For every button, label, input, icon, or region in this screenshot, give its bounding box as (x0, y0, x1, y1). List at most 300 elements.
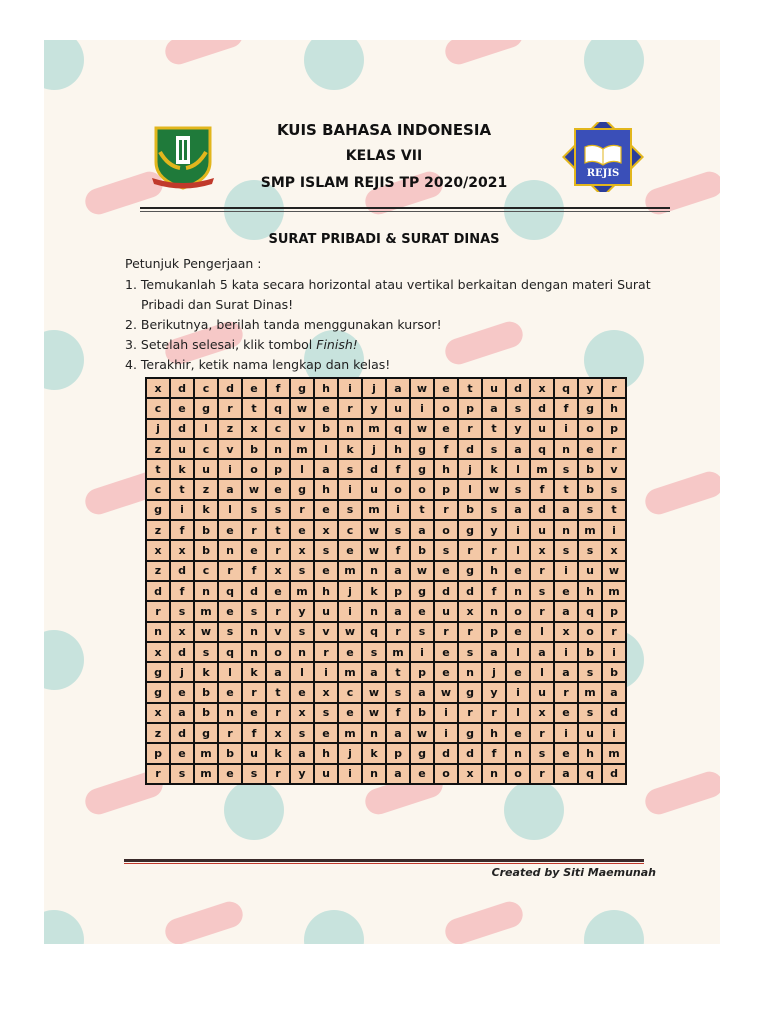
grid-cell[interactable]: f (386, 703, 410, 723)
grid-cell[interactable]: x (458, 601, 482, 621)
grid-cell[interactable]: k (362, 581, 386, 601)
grid-cell[interactable]: r (266, 764, 290, 784)
grid-cell[interactable]: x (290, 540, 314, 560)
grid-cell[interactable]: s (578, 500, 602, 520)
grid-cell[interactable]: r (602, 378, 626, 398)
grid-cell[interactable]: r (266, 601, 290, 621)
grid-cell[interactable]: o (266, 642, 290, 662)
grid-cell[interactable]: r (482, 703, 506, 723)
grid-cell[interactable]: s (362, 642, 386, 662)
grid-cell[interactable]: e (314, 561, 338, 581)
grid-cell[interactable]: m (290, 581, 314, 601)
grid-cell[interactable]: q (218, 581, 242, 601)
grid-cell[interactable]: a (506, 439, 530, 459)
grid-cell[interactable]: k (338, 439, 362, 459)
grid-cell[interactable]: n (506, 581, 530, 601)
grid-cell[interactable]: r (290, 500, 314, 520)
grid-cell[interactable]: l (506, 642, 530, 662)
grid-cell[interactable]: e (506, 662, 530, 682)
grid-cell[interactable]: e (314, 723, 338, 743)
grid-cell[interactable]: s (602, 479, 626, 499)
grid-cell[interactable]: g (578, 398, 602, 418)
grid-cell[interactable]: e (506, 723, 530, 743)
grid-cell[interactable]: d (602, 703, 626, 723)
grid-cell[interactable]: q (554, 378, 578, 398)
grid-cell[interactable]: c (146, 398, 170, 418)
grid-cell[interactable]: i (170, 500, 194, 520)
grid-cell[interactable]: a (386, 601, 410, 621)
grid-cell[interactable]: j (338, 743, 362, 763)
grid-cell[interactable]: x (554, 622, 578, 642)
grid-cell[interactable]: y (290, 764, 314, 784)
grid-cell[interactable]: s (314, 703, 338, 723)
grid-cell[interactable]: u (314, 601, 338, 621)
grid-cell[interactable]: u (242, 743, 266, 763)
grid-cell[interactable]: u (434, 601, 458, 621)
grid-cell[interactable]: t (602, 500, 626, 520)
grid-cell[interactable]: w (434, 682, 458, 702)
grid-cell[interactable]: x (242, 419, 266, 439)
grid-cell[interactable]: e (218, 520, 242, 540)
grid-cell[interactable]: s (290, 723, 314, 743)
grid-cell[interactable]: e (578, 439, 602, 459)
grid-cell[interactable]: w (410, 561, 434, 581)
grid-cell[interactable]: a (554, 500, 578, 520)
grid-cell[interactable]: l (506, 459, 530, 479)
grid-cell[interactable]: b (410, 540, 434, 560)
grid-cell[interactable]: q (266, 398, 290, 418)
grid-cell[interactable]: i (410, 398, 434, 418)
grid-cell[interactable]: h (482, 561, 506, 581)
grid-cell[interactable]: i (554, 561, 578, 581)
grid-cell[interactable]: b (242, 439, 266, 459)
grid-cell[interactable]: a (482, 642, 506, 662)
grid-cell[interactable]: i (338, 378, 362, 398)
grid-cell[interactable]: u (314, 764, 338, 784)
grid-cell[interactable]: s (242, 764, 266, 784)
grid-cell[interactable]: u (386, 398, 410, 418)
grid-cell[interactable]: x (170, 622, 194, 642)
grid-cell[interactable]: w (410, 378, 434, 398)
grid-cell[interactable]: i (218, 459, 242, 479)
grid-cell[interactable]: u (482, 378, 506, 398)
grid-cell[interactable]: p (266, 459, 290, 479)
grid-cell[interactable]: m (362, 419, 386, 439)
grid-cell[interactable]: e (170, 743, 194, 763)
grid-cell[interactable]: f (482, 743, 506, 763)
grid-cell[interactable]: r (266, 703, 290, 723)
grid-cell[interactable]: g (290, 378, 314, 398)
grid-cell[interactable]: a (410, 520, 434, 540)
grid-cell[interactable]: o (410, 479, 434, 499)
grid-cell[interactable]: i (602, 723, 626, 743)
grid-cell[interactable]: z (194, 479, 218, 499)
grid-cell[interactable]: i (338, 764, 362, 784)
grid-cell[interactable]: r (242, 520, 266, 540)
grid-cell[interactable]: r (218, 723, 242, 743)
grid-cell[interactable]: t (458, 378, 482, 398)
grid-cell[interactable]: e (290, 520, 314, 540)
grid-cell[interactable]: h (386, 439, 410, 459)
grid-cell[interactable]: x (530, 540, 554, 560)
grid-cell[interactable]: i (434, 703, 458, 723)
grid-cell[interactable]: r (218, 561, 242, 581)
grid-cell[interactable]: y (506, 419, 530, 439)
grid-cell[interactable]: h (434, 459, 458, 479)
grid-cell[interactable]: y (578, 378, 602, 398)
grid-cell[interactable]: q (362, 622, 386, 642)
grid-cell[interactable]: f (266, 378, 290, 398)
grid-cell[interactable]: j (170, 662, 194, 682)
grid-cell[interactable]: e (338, 540, 362, 560)
grid-cell[interactable]: e (434, 642, 458, 662)
grid-cell[interactable]: a (314, 459, 338, 479)
grid-cell[interactable]: g (146, 662, 170, 682)
grid-cell[interactable]: e (170, 682, 194, 702)
grid-cell[interactable]: k (482, 459, 506, 479)
grid-cell[interactable]: s (554, 540, 578, 560)
grid-cell[interactable]: q (530, 439, 554, 459)
grid-cell[interactable]: l (218, 662, 242, 682)
grid-cell[interactable]: g (458, 561, 482, 581)
grid-cell[interactable]: t (170, 479, 194, 499)
grid-cell[interactable]: o (506, 764, 530, 784)
grid-cell[interactable]: q (218, 642, 242, 662)
grid-cell[interactable]: u (530, 682, 554, 702)
grid-cell[interactable]: m (338, 561, 362, 581)
grid-cell[interactable]: n (266, 439, 290, 459)
grid-cell[interactable]: b (578, 642, 602, 662)
grid-cell[interactable]: l (194, 419, 218, 439)
grid-cell[interactable]: g (146, 500, 170, 520)
grid-cell[interactable]: r (218, 398, 242, 418)
grid-cell[interactable]: b (578, 479, 602, 499)
grid-cell[interactable]: r (530, 561, 554, 581)
grid-cell[interactable]: q (578, 764, 602, 784)
grid-cell[interactable]: h (314, 378, 338, 398)
grid-cell[interactable]: o (434, 764, 458, 784)
grid-cell[interactable]: s (314, 540, 338, 560)
grid-cell[interactable]: w (194, 622, 218, 642)
grid-cell[interactable]: m (578, 520, 602, 540)
grid-cell[interactable]: n (554, 520, 578, 540)
grid-cell[interactable]: a (362, 662, 386, 682)
grid-cell[interactable]: u (362, 479, 386, 499)
grid-cell[interactable]: d (242, 581, 266, 601)
grid-cell[interactable]: i (602, 642, 626, 662)
grid-cell[interactable]: b (458, 500, 482, 520)
grid-cell[interactable]: a (290, 743, 314, 763)
grid-cell[interactable]: o (506, 601, 530, 621)
grid-cell[interactable]: g (194, 723, 218, 743)
grid-cell[interactable]: j (362, 378, 386, 398)
grid-cell[interactable]: x (458, 764, 482, 784)
grid-cell[interactable]: w (410, 419, 434, 439)
grid-cell[interactable]: d (170, 419, 194, 439)
grid-cell[interactable]: s (242, 601, 266, 621)
grid-cell[interactable]: r (602, 622, 626, 642)
grid-cell[interactable]: d (146, 581, 170, 601)
grid-cell[interactable]: f (434, 439, 458, 459)
grid-cell[interactable]: t (242, 398, 266, 418)
grid-cell[interactable]: r (266, 540, 290, 560)
grid-cell[interactable]: a (482, 398, 506, 418)
grid-cell[interactable]: c (266, 419, 290, 439)
grid-cell[interactable]: h (578, 743, 602, 763)
grid-cell[interactable]: a (386, 378, 410, 398)
grid-cell[interactable]: s (386, 682, 410, 702)
grid-cell[interactable]: r (602, 439, 626, 459)
grid-cell[interactable]: w (362, 540, 386, 560)
grid-cell[interactable]: n (242, 642, 266, 662)
grid-cell[interactable]: j (458, 459, 482, 479)
grid-cell[interactable]: i (338, 479, 362, 499)
grid-cell[interactable]: e (338, 642, 362, 662)
grid-cell[interactable]: x (530, 703, 554, 723)
grid-cell[interactable]: u (194, 459, 218, 479)
grid-cell[interactable]: a (218, 479, 242, 499)
grid-cell[interactable]: e (314, 398, 338, 418)
grid-cell[interactable]: f (554, 398, 578, 418)
grid-cell[interactable]: o (386, 479, 410, 499)
grid-cell[interactable]: s (194, 642, 218, 662)
grid-cell[interactable]: a (506, 500, 530, 520)
grid-cell[interactable]: m (194, 601, 218, 621)
grid-cell[interactable]: p (602, 601, 626, 621)
grid-cell[interactable]: o (578, 419, 602, 439)
grid-cell[interactable]: i (338, 601, 362, 621)
grid-cell[interactable]: r (554, 682, 578, 702)
grid-cell[interactable]: e (410, 601, 434, 621)
grid-cell[interactable]: s (386, 520, 410, 540)
grid-cell[interactable]: s (578, 662, 602, 682)
grid-cell[interactable]: d (458, 581, 482, 601)
grid-cell[interactable]: n (218, 540, 242, 560)
grid-cell[interactable]: h (578, 581, 602, 601)
grid-cell[interactable]: n (218, 703, 242, 723)
grid-cell[interactable]: r (530, 723, 554, 743)
grid-cell[interactable]: r (458, 703, 482, 723)
grid-cell[interactable]: e (434, 662, 458, 682)
grid-cell[interactable]: j (362, 439, 386, 459)
grid-cell[interactable]: e (242, 703, 266, 723)
grid-cell[interactable]: b (602, 662, 626, 682)
grid-cell[interactable]: e (314, 500, 338, 520)
grid-cell[interactable]: i (506, 682, 530, 702)
grid-cell[interactable]: r (458, 622, 482, 642)
grid-cell[interactable]: p (410, 662, 434, 682)
grid-cell[interactable]: w (482, 479, 506, 499)
grid-cell[interactable]: a (170, 703, 194, 723)
grid-cell[interactable]: d (170, 561, 194, 581)
grid-cell[interactable]: r (434, 622, 458, 642)
grid-cell[interactable]: r (458, 419, 482, 439)
grid-cell[interactable]: m (338, 662, 362, 682)
grid-cell[interactable]: e (218, 764, 242, 784)
grid-cell[interactable]: g (290, 479, 314, 499)
grid-cell[interactable]: g (458, 520, 482, 540)
grid-cell[interactable]: e (506, 561, 530, 581)
grid-cell[interactable]: b (218, 743, 242, 763)
grid-cell[interactable]: t (482, 419, 506, 439)
grid-cell[interactable]: s (290, 561, 314, 581)
grid-cell[interactable]: x (146, 642, 170, 662)
grid-cell[interactable]: e (242, 540, 266, 560)
grid-cell[interactable]: e (290, 682, 314, 702)
grid-cell[interactable]: v (218, 439, 242, 459)
grid-cell[interactable]: h (482, 723, 506, 743)
grid-cell[interactable]: a (554, 764, 578, 784)
grid-cell[interactable]: e (434, 561, 458, 581)
grid-cell[interactable]: n (146, 622, 170, 642)
grid-cell[interactable]: u (530, 520, 554, 540)
grid-cell[interactable]: s (530, 743, 554, 763)
grid-cell[interactable]: o (434, 520, 458, 540)
grid-cell[interactable]: s (554, 459, 578, 479)
grid-cell[interactable]: s (482, 500, 506, 520)
grid-cell[interactable]: g (458, 682, 482, 702)
grid-cell[interactable]: x (146, 378, 170, 398)
grid-cell[interactable]: f (170, 581, 194, 601)
grid-cell[interactable]: e (218, 601, 242, 621)
grid-cell[interactable]: o (434, 398, 458, 418)
grid-cell[interactable]: m (290, 439, 314, 459)
grid-cell[interactable]: s (506, 479, 530, 499)
grid-cell[interactable]: i (314, 662, 338, 682)
grid-cell[interactable]: n (362, 601, 386, 621)
grid-cell[interactable]: s (506, 398, 530, 418)
grid-cell[interactable]: j (482, 662, 506, 682)
grid-cell[interactable]: w (362, 520, 386, 540)
grid-cell[interactable]: n (482, 764, 506, 784)
grid-cell[interactable]: d (170, 723, 194, 743)
grid-cell[interactable]: k (170, 459, 194, 479)
grid-cell[interactable]: b (314, 419, 338, 439)
grid-cell[interactable]: m (578, 682, 602, 702)
grid-cell[interactable]: e (434, 378, 458, 398)
grid-cell[interactable]: r (386, 622, 410, 642)
grid-cell[interactable]: o (242, 459, 266, 479)
grid-cell[interactable]: e (170, 398, 194, 418)
grid-cell[interactable]: s (458, 642, 482, 662)
grid-cell[interactable]: s (578, 540, 602, 560)
grid-cell[interactable]: l (458, 479, 482, 499)
grid-cell[interactable]: f (386, 459, 410, 479)
grid-cell[interactable]: s (338, 500, 362, 520)
grid-cell[interactable]: y (290, 601, 314, 621)
grid-cell[interactable]: o (578, 622, 602, 642)
grid-cell[interactable]: b (194, 520, 218, 540)
grid-cell[interactable]: a (386, 723, 410, 743)
grid-cell[interactable]: m (602, 581, 626, 601)
grid-cell[interactable]: b (410, 703, 434, 723)
grid-cell[interactable]: f (242, 723, 266, 743)
grid-cell[interactable]: f (242, 561, 266, 581)
grid-cell[interactable]: p (602, 419, 626, 439)
grid-cell[interactable]: d (458, 743, 482, 763)
grid-cell[interactable]: g (410, 459, 434, 479)
grid-cell[interactable]: h (314, 581, 338, 601)
grid-cell[interactable]: r (530, 764, 554, 784)
grid-cell[interactable]: d (530, 500, 554, 520)
grid-cell[interactable]: s (338, 459, 362, 479)
grid-cell[interactable]: x (266, 561, 290, 581)
grid-cell[interactable]: b (194, 682, 218, 702)
grid-cell[interactable]: e (218, 682, 242, 702)
grid-cell[interactable]: l (290, 459, 314, 479)
grid-cell[interactable]: k (194, 662, 218, 682)
grid-cell[interactable]: x (314, 682, 338, 702)
grid-cell[interactable]: z (146, 520, 170, 540)
grid-cell[interactable]: g (410, 439, 434, 459)
grid-cell[interactable]: w (602, 561, 626, 581)
grid-cell[interactable]: d (434, 581, 458, 601)
grid-cell[interactable]: w (338, 622, 362, 642)
grid-cell[interactable]: g (458, 723, 482, 743)
grid-cell[interactable]: i (554, 419, 578, 439)
grid-cell[interactable]: s (410, 622, 434, 642)
grid-cell[interactable]: s (242, 500, 266, 520)
grid-cell[interactable]: r (146, 601, 170, 621)
grid-cell[interactable]: p (386, 743, 410, 763)
grid-cell[interactable]: e (434, 419, 458, 439)
grid-cell[interactable]: e (410, 764, 434, 784)
grid-cell[interactable]: p (458, 398, 482, 418)
grid-cell[interactable]: d (362, 459, 386, 479)
grid-cell[interactable]: x (290, 703, 314, 723)
grid-cell[interactable]: e (266, 479, 290, 499)
grid-cell[interactable]: s (266, 500, 290, 520)
grid-cell[interactable]: e (242, 378, 266, 398)
grid-cell[interactable]: n (362, 723, 386, 743)
grid-cell[interactable]: w (410, 723, 434, 743)
grid-cell[interactable]: q (386, 419, 410, 439)
grid-cell[interactable]: r (482, 540, 506, 560)
grid-cell[interactable]: d (170, 642, 194, 662)
grid-cell[interactable]: z (146, 439, 170, 459)
grid-cell[interactable]: x (314, 520, 338, 540)
grid-cell[interactable]: n (458, 662, 482, 682)
grid-cell[interactable]: u (578, 561, 602, 581)
grid-cell[interactable]: w (362, 703, 386, 723)
grid-cell[interactable]: a (554, 601, 578, 621)
grid-cell[interactable]: s (434, 540, 458, 560)
grid-cell[interactable]: n (554, 439, 578, 459)
grid-cell[interactable]: m (194, 764, 218, 784)
grid-cell[interactable]: j (146, 419, 170, 439)
grid-cell[interactable]: s (290, 622, 314, 642)
grid-cell[interactable]: b (578, 459, 602, 479)
grid-cell[interactable]: h (314, 743, 338, 763)
grid-cell[interactable]: p (146, 743, 170, 763)
grid-cell[interactable]: i (386, 500, 410, 520)
grid-cell[interactable]: p (482, 622, 506, 642)
grid-cell[interactable]: n (242, 622, 266, 642)
grid-cell[interactable]: n (506, 743, 530, 763)
grid-cell[interactable]: d (530, 398, 554, 418)
grid-cell[interactable]: v (602, 459, 626, 479)
grid-cell[interactable]: e (266, 581, 290, 601)
grid-cell[interactable]: g (410, 743, 434, 763)
grid-cell[interactable]: x (530, 378, 554, 398)
grid-cell[interactable]: r (314, 642, 338, 662)
grid-cell[interactable]: u (530, 419, 554, 439)
grid-cell[interactable]: t (554, 479, 578, 499)
grid-cell[interactable]: l (506, 540, 530, 560)
grid-cell[interactable]: i (602, 520, 626, 540)
grid-cell[interactable]: e (338, 703, 362, 723)
grid-cell[interactable]: w (362, 682, 386, 702)
